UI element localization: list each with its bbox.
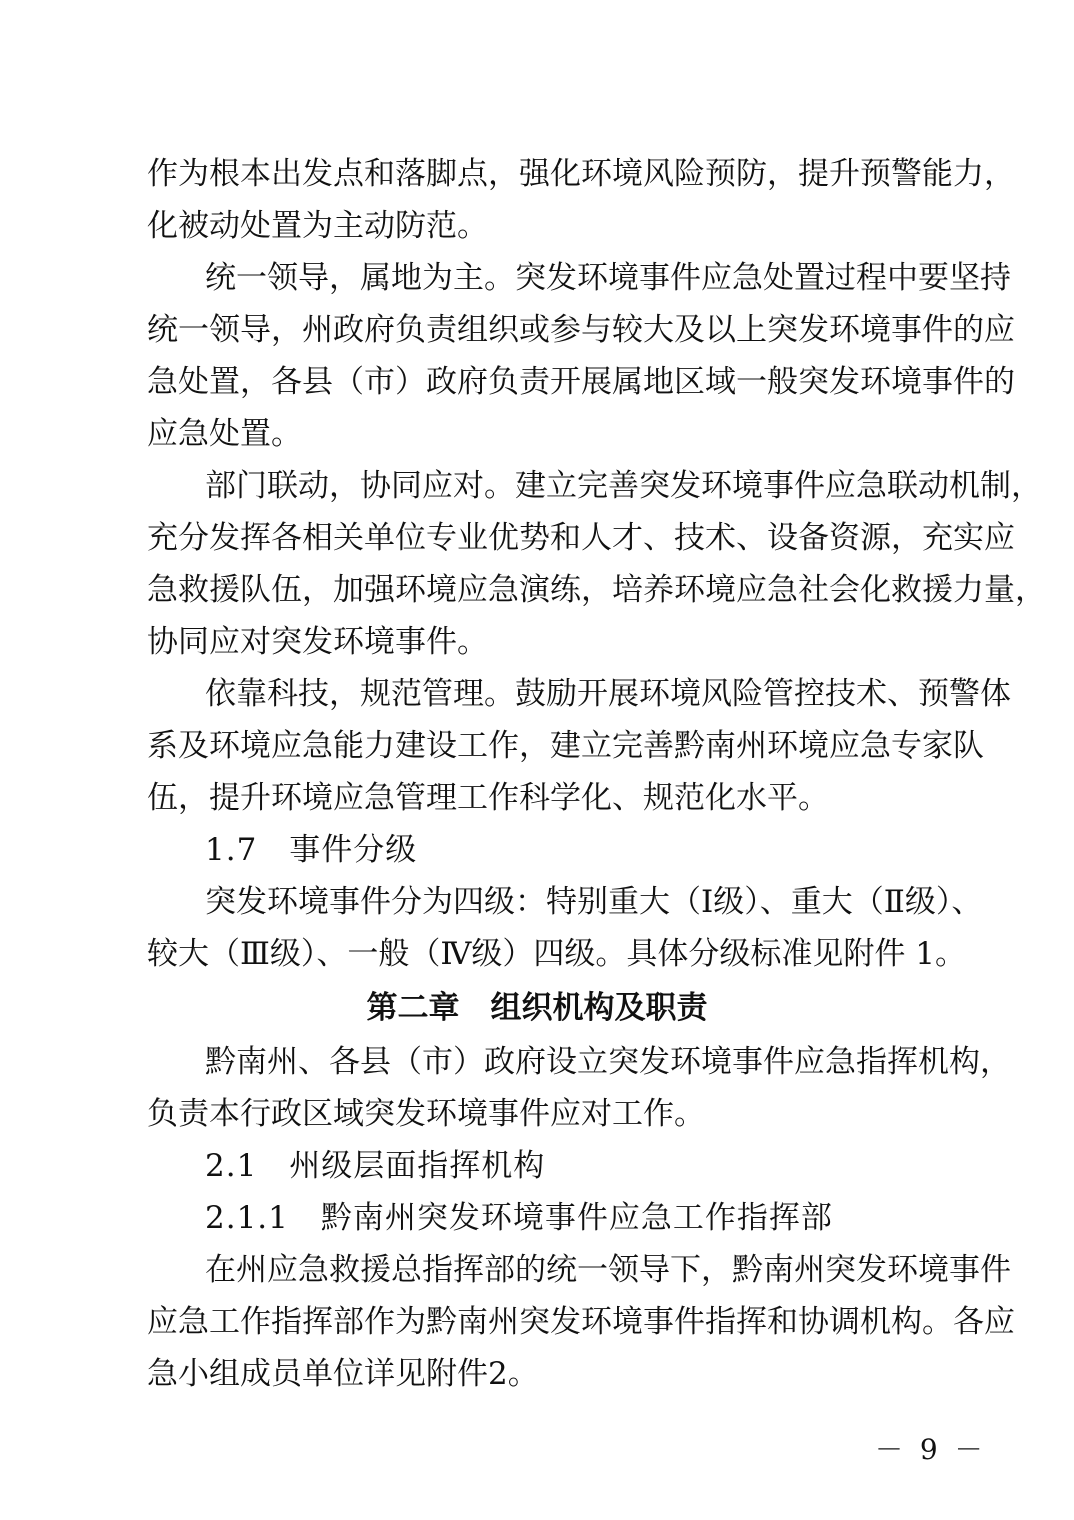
section-heading: 2.1 州级层面指挥机构 xyxy=(205,1148,546,1184)
paragraph-line: 作为根本出发点和落脚点，强化环境风险预防，提升预警能力， xyxy=(147,156,1015,192)
paragraph-line: 统一领导，属地为主。突发环境事件应急处置过程中要坚持 xyxy=(205,260,1011,296)
paragraph-line: 突发环境事件分为四级：特别重大（Ⅰ级）、重大（Ⅱ级）、 xyxy=(205,884,983,920)
paragraph-line: 急救援队伍，加强环境应急演练，培养环境应急社会化救援力量， xyxy=(147,572,1046,608)
paragraph-line: 较大（Ⅲ级）、一般（Ⅳ级）四级。具体分级标准见附件 1。 xyxy=(147,936,966,972)
chapter-title: 第二章 组织机构及职责 xyxy=(366,990,708,1026)
paragraph-line: 在州应急救援总指挥部的统一领导下，黔南州突发环境事件 xyxy=(205,1252,1011,1288)
paragraph-line: 急小组成员单位详见附件2。 xyxy=(147,1356,539,1392)
section-heading: 1.7 事件分级 xyxy=(205,832,418,868)
paragraph-line: 部门联动，协同应对。建立完善突发环境事件应急联动机制， xyxy=(205,468,1042,504)
paragraph-line: 应急工作指挥部作为黔南州突发环境事件指挥和协调机构。各应 xyxy=(147,1304,1015,1340)
paragraph-line: 黔南州、各县（市）政府设立突发环境事件应急指挥机构， xyxy=(205,1044,1011,1080)
page-number: － 9 － xyxy=(875,1433,987,1466)
paragraph-line: 依靠科技，规范管理。鼓励开展环境风险管控技术、预警体 xyxy=(205,676,1011,712)
paragraph-line: 统一领导，州政府负责组织或参与较大及以上突发环境事件的应 xyxy=(147,312,1015,348)
paragraph-line: 协同应对突发环境事件。 xyxy=(147,624,488,660)
paragraph-line: 应急处置。 xyxy=(147,416,302,452)
paragraph-line: 充分发挥各相关单位专业优势和人才、技术、设备资源，充实应 xyxy=(147,520,1015,556)
paragraph-line: 急处置，各县（市）政府负责开展属地区域一般突发环境事件的 xyxy=(147,364,1015,400)
paragraph-line: 伍，提升环境应急管理工作科学化、规范化水平。 xyxy=(147,780,829,816)
subsection-heading: 2.1.1 黔南州突发环境事件应急工作指挥部 xyxy=(205,1200,833,1236)
paragraph-line: 系及环境应急能力建设工作，建立完善黔南州环境应急专家队 xyxy=(147,728,984,764)
paragraph-line: 负责本行政区域突发环境事件应对工作。 xyxy=(147,1096,705,1132)
paragraph-line: 化被动处置为主动防范。 xyxy=(147,208,488,244)
